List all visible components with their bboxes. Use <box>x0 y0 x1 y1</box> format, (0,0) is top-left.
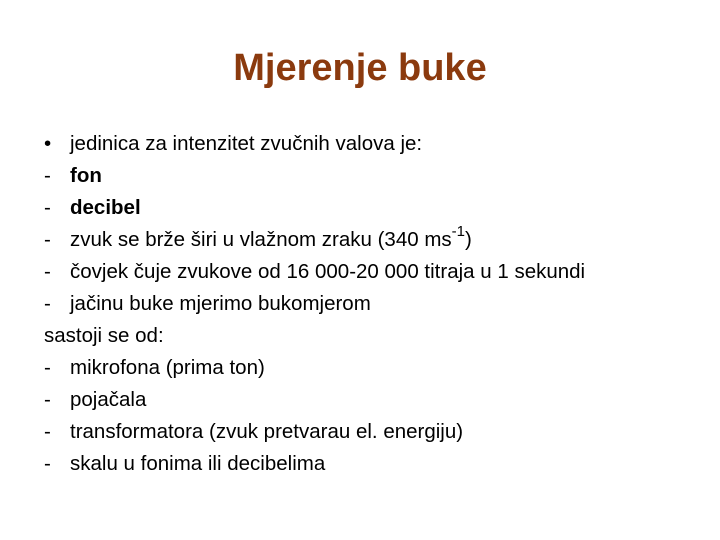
dash-marker: - <box>44 388 51 411</box>
slide-title: Mjerenje buke <box>233 47 487 89</box>
list-item-text-before: zvuk se brže širi u vlažnom zraku (340 ms <box>70 228 452 251</box>
list-item-text: decibel <box>70 196 141 219</box>
list-item-text: jačinu buke mjerimo bukomjerom <box>70 292 371 315</box>
list-item-text: čovjek čuje zvukove od 16 000-20 000 titraja u 1 sekundi <box>70 260 586 283</box>
slide-body <box>44 128 704 480</box>
list-item-text: jedinica za intenzitet zvučnih valova je: <box>70 132 423 155</box>
dash-marker: - <box>44 420 51 443</box>
list-item <box>44 224 704 256</box>
dash-marker: - <box>44 164 51 187</box>
list-item <box>44 256 704 288</box>
dash-marker: - <box>44 196 51 219</box>
dash-marker: - <box>44 356 51 379</box>
list-item <box>44 384 704 416</box>
list-item <box>44 192 704 224</box>
list-item-text-after: ) <box>465 228 472 251</box>
list-item <box>44 160 704 192</box>
list-item <box>44 128 704 160</box>
list-item-text: fon <box>70 164 102 187</box>
bullet-marker: • <box>44 132 52 155</box>
list-item <box>44 448 704 480</box>
dash-marker: - <box>44 228 51 251</box>
list-item-text: transformatora (zvuk pretvarau el. energiju) <box>70 420 464 443</box>
dash-marker: - <box>44 292 51 315</box>
section-label: sastoji se od: <box>44 324 164 347</box>
list-item-text: mikrofona (prima ton) <box>70 356 265 379</box>
list-item-text <box>70 224 472 256</box>
dash-marker: - <box>44 452 51 475</box>
dash-marker: - <box>44 260 51 283</box>
unit-exponent: -1 <box>451 223 465 241</box>
list-item-text: skalu u fonima ili decibelima <box>70 452 326 475</box>
list-item <box>44 416 704 448</box>
list-item <box>44 352 704 384</box>
list-item-text: pojačala <box>70 388 147 411</box>
list-item <box>44 288 704 320</box>
